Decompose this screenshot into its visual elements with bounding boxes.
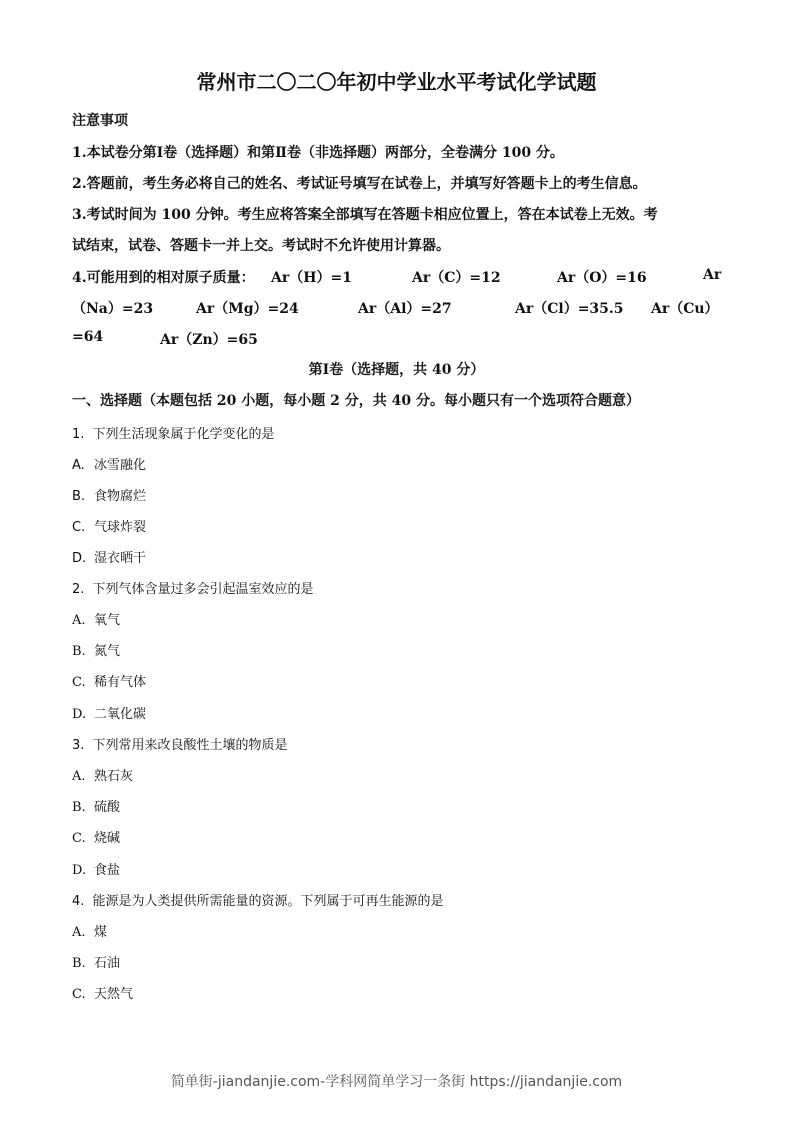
option-3b <box>72 796 120 815</box>
option-text: 熟石灰 <box>94 769 134 784</box>
option-1c <box>72 516 146 535</box>
mass-na: （Na）=23 <box>72 301 154 317</box>
mass-zn: Ar（Zn）=65 <box>160 332 258 348</box>
option-2a <box>72 609 120 628</box>
option-3c <box>72 827 120 846</box>
option-1a <box>72 454 146 473</box>
question-number: 1. <box>72 427 85 442</box>
option-text: 湿衣晒干 <box>94 551 147 566</box>
question-4 <box>72 890 444 909</box>
option-letter: A. <box>72 458 85 473</box>
option-text: 稀有气体 <box>94 675 147 690</box>
section-title: 第Ⅰ卷（选择题，共 40 分） <box>308 362 485 378</box>
question-number: 4. <box>72 894 85 909</box>
option-text: 二氧化碳 <box>94 707 147 722</box>
option-text: 烧碱 <box>94 831 121 846</box>
question-2 <box>72 578 314 597</box>
option-letter: C. <box>72 520 86 535</box>
option-2d <box>72 703 146 722</box>
part-title: 一、选择题（本题包括 20 小题，每小题 2 分，共 40 分。每小题只有一个选项符合题意） <box>72 393 640 409</box>
mass-mg: Ar（Mg）=24 <box>196 301 299 317</box>
option-2c <box>72 671 146 690</box>
question-text: 下列常用来改良酸性土壤的物质是 <box>92 738 288 753</box>
option-letter: C. <box>72 987 86 1002</box>
page-footer: 简单街-jiandanjie.com-学科网简单学习一条街 https://jiandanjie.com <box>170 1074 623 1090</box>
mass-cu-value: =64 <box>72 329 104 345</box>
option-text: 天然气 <box>94 987 134 1002</box>
option-letter: B. <box>72 489 86 504</box>
note-3-line-2: 试结束，试卷、答题卡一并上交。考试时不允许使用计算器。 <box>72 238 450 254</box>
option-letter: A. <box>72 613 86 628</box>
option-text: 硫酸 <box>94 800 121 815</box>
option-3a <box>72 765 133 784</box>
option-text: 食物腐烂 <box>94 489 147 504</box>
option-1d <box>72 547 146 566</box>
note-2: 2.答题前，考生务必将自己的姓名、考试证号填写在试卷上，并填写好答题卡上的考生信息。 <box>72 176 647 192</box>
option-letter: A. <box>72 925 86 940</box>
option-4c <box>72 983 133 1002</box>
option-3d <box>72 859 120 878</box>
question-text: 下列气体含量过多会引起温室效应的是 <box>92 582 314 597</box>
mass-na-ar: Ar <box>703 267 722 283</box>
mass-al: Ar（Al）=27 <box>358 301 452 317</box>
question-number: 3. <box>72 738 85 753</box>
notes-heading: 注意事项 <box>72 113 128 129</box>
option-text: 氮气 <box>94 644 121 659</box>
option-letter: D. <box>72 551 87 566</box>
option-4b <box>72 952 120 971</box>
mass-h: Ar（H）=1 <box>271 270 352 286</box>
option-text: 石油 <box>94 956 121 971</box>
mass-cl: Ar（Cl）=35.5 <box>515 301 624 317</box>
note-1: 1.本试卷分第Ⅰ卷（选择题）和第Ⅱ卷（非选择题）两部分，全卷满分 100 分。 <box>72 145 564 161</box>
option-letter: C. <box>72 831 86 846</box>
option-4a <box>72 921 107 940</box>
question-number: 2. <box>72 582 85 597</box>
option-letter: B. <box>72 956 86 971</box>
option-letter: A. <box>72 769 86 784</box>
question-3 <box>72 734 288 753</box>
page-title: 常州市二〇二〇年初中学业水平考试化学试题 <box>196 70 597 94</box>
question-text: 能源是为人类提供所需能量的资源。下列属于可再生能源的是 <box>92 894 444 909</box>
question-1 <box>72 423 275 442</box>
question-text: 下列生活现象属于化学变化的是 <box>92 427 275 442</box>
option-letter: B. <box>72 800 86 815</box>
mass-o: Ar（O）=16 <box>557 270 647 286</box>
option-text: 食盐 <box>94 863 121 878</box>
option-letter: D. <box>72 863 87 878</box>
mass-c: Ar（C）=12 <box>412 270 501 286</box>
option-1b <box>72 485 146 504</box>
note-4-prefix: 4.可能用到的相对原子质量： <box>72 270 255 286</box>
note-3-line-1: 3.考试时间为 100 分钟。考生应将答案全部填写在答题卡相应位置上，答在本试卷上无效。考 <box>72 207 658 223</box>
option-text: 煤 <box>94 925 108 940</box>
option-2b <box>72 640 120 659</box>
mass-cu: Ar（Cu） <box>651 301 719 317</box>
option-letter: D. <box>72 707 87 722</box>
option-text: 冰雪融化 <box>94 458 147 473</box>
option-text: 氧气 <box>94 613 121 628</box>
option-letter: C. <box>72 675 86 690</box>
option-text: 气球炸裂 <box>94 520 147 535</box>
option-letter: B. <box>72 644 86 659</box>
